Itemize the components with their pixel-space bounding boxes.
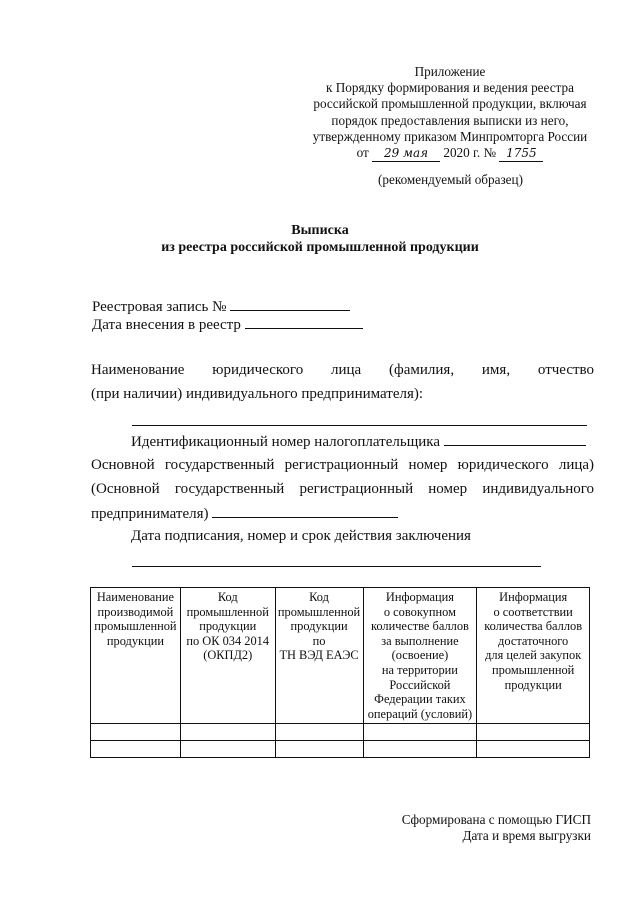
ogrn-line-1 [91, 457, 594, 474]
header-product-name: Наименование производимой промышленной продукции [91, 588, 181, 724]
year-number-label: 2020 г. № [443, 145, 497, 161]
appendix-line: порядок предоставления выписки из него, [331, 112, 569, 128]
ogrn-line-3 [91, 504, 398, 523]
header-okpd2-code: Код промышленной продукции по ОК 034 2014 (ОКПД2) [180, 588, 275, 724]
registry-record-label: Реестровая запись № [92, 299, 227, 315]
table-cell [91, 741, 181, 758]
word: юридического [457, 457, 549, 473]
appendix-block [290, 64, 610, 162]
table-cell [180, 724, 275, 741]
appendix-date-line [290, 145, 610, 162]
word: Наименование [91, 362, 185, 378]
header-total-points: Информация о совокупном количестве баллов за выполнение (освоение) на территории Российской Федерации таких операций (условий) [363, 588, 477, 724]
registry-record-blank [230, 297, 350, 311]
appendix-line: к Порядку формирования и ведения реестра [326, 80, 574, 96]
conclusion-blank-line [132, 566, 541, 567]
title-line-1: Выписка [291, 223, 349, 238]
ogrn-blank [212, 504, 398, 518]
word: имя, [481, 362, 511, 378]
footer-line-1: Сформирована с помощью ГИСП [401, 812, 591, 827]
footer-block [402, 812, 591, 844]
date-prefix: от [356, 145, 369, 161]
entry-date-label: Дата внесения в реестр [92, 317, 241, 333]
conclusion-label: Дата подписания, номер и срок действия заключения [131, 528, 471, 544]
word: (фамилия, [389, 362, 455, 378]
table-cell [180, 741, 275, 758]
entry-date-blank [245, 315, 363, 329]
table-cell [477, 741, 590, 758]
ogrn-label-end: предпринимателя) [91, 506, 209, 522]
header-points-compliance: Информация о соответствии количества баллов достаточного для целей закупок промышленной продукции [477, 588, 590, 724]
word: номер [428, 481, 468, 497]
products-table [90, 587, 590, 758]
table-row [91, 724, 590, 741]
word: регистрационный [299, 481, 414, 497]
header-tnved-code: Код промышленной продукции по ТН ВЭД ЕАЭС [275, 588, 363, 724]
table-row [91, 741, 590, 758]
word: лица) [558, 457, 595, 473]
title-line-2: из реестра российской промышленной продукции [161, 240, 479, 255]
word: индивидуального [482, 481, 595, 497]
word: государственный [174, 481, 285, 497]
legal-entity-blank-line [132, 425, 587, 426]
table-cell [363, 741, 477, 758]
sample-note: (рекомендуемый образец) [378, 172, 523, 187]
appendix-line: Приложение [414, 64, 486, 79]
footer-line-2: Дата и время выгрузки [462, 828, 591, 843]
word: (Основной [91, 481, 160, 497]
registry-record-field [92, 297, 350, 316]
ogrn-line-2 [91, 481, 594, 498]
handwritten-order-number: 1755 [499, 145, 543, 162]
legal-entity-line-2: (при наличии) индивидуального предпринимателя): [91, 386, 424, 402]
table-cell [275, 741, 363, 758]
legal-entity-line-1 [91, 362, 594, 379]
word: номер [408, 457, 448, 473]
table-cell [91, 724, 181, 741]
table-header-row [91, 588, 590, 724]
appendix-line: утвержденному приказом Минпромторга России [312, 128, 588, 144]
word: юридического [212, 362, 304, 378]
document-title [0, 222, 640, 256]
tax-id-label: Идентификационный номер налогоплательщика [131, 434, 441, 450]
word: государственный [164, 457, 275, 473]
handwritten-date: 29 мая [372, 145, 440, 162]
table-cell [363, 724, 477, 741]
appendix-line: российской промышленной продукции, включая [313, 96, 587, 112]
tax-id-blank [444, 432, 586, 446]
word: Основной [91, 457, 155, 473]
tax-id-field [131, 432, 586, 451]
entry-date-field [92, 315, 363, 334]
table-cell [477, 724, 590, 741]
table-cell [275, 724, 363, 741]
word: отчество [537, 362, 595, 378]
word: лица [331, 362, 362, 378]
word: регистрационный [284, 457, 399, 473]
